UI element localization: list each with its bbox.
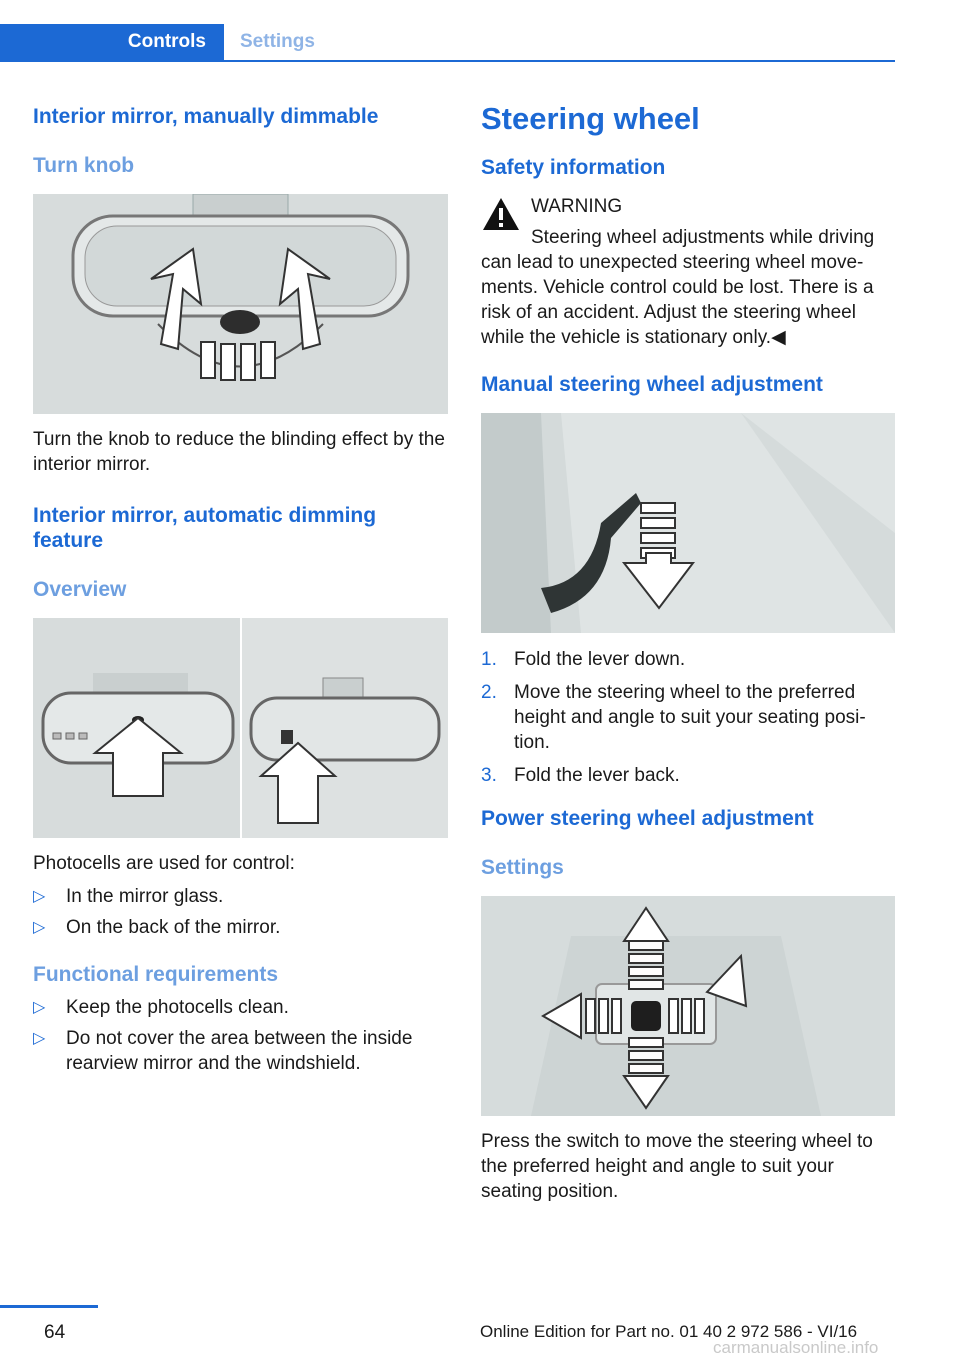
heading-overview: Overview — [33, 578, 127, 601]
list-item: 3. Fold the lever back. — [481, 765, 680, 786]
figure-mirror-photocells — [33, 618, 448, 838]
bullet-triangle-icon: ▷ — [33, 919, 46, 936]
list-photocells — [33, 884, 448, 940]
heading-power-adjustment: Power steering wheel adjustment — [481, 807, 814, 830]
list-steps — [481, 647, 895, 788]
figure-mirror-turn-knob — [33, 194, 448, 414]
heading-interior-mirror-manual: Interior mirror, manually dimmable — [33, 105, 379, 128]
paragraph-photocells: Photocells are used for control: — [33, 853, 295, 874]
paragraph-power-switch: Press the switch to move the steering wheel to the preferred height and angle to suit your seating position. — [481, 1131, 873, 1202]
heading-interior-mirror-automatic: Interior mirror, automatic dimming feature — [33, 504, 377, 552]
right-column — [481, 100, 895, 1204]
bullet-triangle-icon: ▷ — [33, 999, 46, 1016]
edition-info: Online Edition for Part no. 01 40 2 972 586 - VI/16 — [480, 1322, 858, 1341]
heading-functional-requirements: Functional requirements — [33, 963, 279, 986]
warning-title: WARNING — [531, 196, 623, 217]
heading-turn-knob: Turn knob — [33, 154, 135, 177]
list-item: ▷ Keep the photocells clean. — [33, 997, 289, 1018]
warning-box — [481, 194, 895, 350]
header-tabbar — [0, 24, 895, 62]
list-item: ▷ Do not cover the area between the inside rearview mirror and the windshield. — [33, 1028, 413, 1074]
list-item: ▷ In the mirror glass. — [33, 886, 224, 907]
watermark: carmanualsonline.info — [713, 1338, 879, 1357]
heading-settings: Settings — [481, 856, 564, 879]
heading-safety-information: Safety information — [481, 156, 666, 179]
warning-triangle-icon — [481, 196, 521, 232]
figure-power-switch — [481, 896, 895, 1116]
header-divider — [0, 60, 895, 62]
figure-steering-lever — [481, 413, 895, 633]
left-column — [33, 100, 448, 1082]
page-number: 64 — [44, 1322, 66, 1343]
bullet-triangle-icon: ▷ — [33, 1030, 46, 1047]
tab-controls[interactable]: Controls — [0, 24, 224, 60]
tab-settings[interactable]: Settings — [240, 31, 315, 52]
paragraph-turn-knob: Turn the knob to reduce the blinding effect by the interior mirror. — [33, 429, 445, 475]
list-item: 1. Fold the lever down. — [481, 649, 686, 670]
heading-steering-wheel: Steering wheel — [481, 101, 700, 136]
bullet-triangle-icon: ▷ — [33, 888, 46, 905]
warning-text: Steering wheel adjustments while driving can lead to unexpected steering wheel move‐ ments. Vehicle control could be lost. There is a risk of an accident. Adjust the steering wheel while the vehicle is stationary only.◀ — [481, 227, 875, 348]
list-item: ▷ On the back of the mirror. — [33, 917, 281, 938]
list-item: 2. Move the steering wheel to the preferred height and angle to suit your seating posi‐ tion. — [481, 682, 866, 753]
heading-manual-adjustment: Manual steering wheel adjustment — [481, 373, 823, 396]
footer-divider — [0, 1305, 98, 1308]
list-requirements — [33, 995, 448, 1076]
